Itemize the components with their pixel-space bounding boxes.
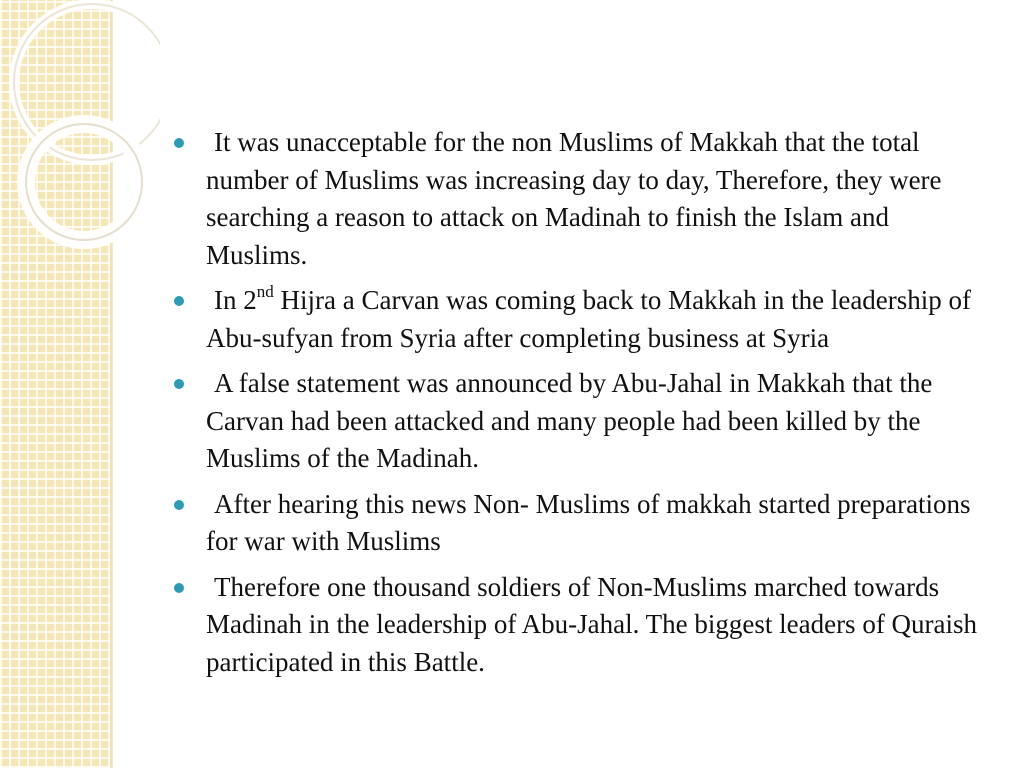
bullet-item [160, 486, 990, 561]
bullet-text: It was unacceptable for the non Muslims of Makkah that the total number of Muslims was increasing day to day, Therefore, they were searching a reason to attack on Madinah to finish the Islam and Muslims. [206, 127, 942, 270]
bullet-text-post: Hijra a Carvan was coming back to Makkah in the leadership of Abu-sufyan from Syria after completing business at Syria [206, 285, 972, 353]
ring-small-outline [26, 124, 142, 240]
bullet-text: A false statement was announced by Abu-Jahal in Makkah that the Carvan had been attacked and many people had been killed by the Muslims of the Madinah. [206, 368, 933, 473]
bullet-item [160, 365, 990, 478]
decorative-rings [0, 0, 160, 260]
bullet-text: Therefore one thousand soldiers of Non-Muslims marched towards Madinah in the leadership of Abu-Jahal. The biggest leaders of Quraish participated in this Battle. [206, 571, 978, 677]
bullet-item [160, 282, 990, 357]
ordinal-superscript: nd [256, 282, 274, 301]
bullet-text: After hearing this news Non- Muslims of makkah started preparations for war with Muslims [206, 488, 971, 556]
bullet-dot-icon [174, 500, 184, 510]
bullet-item [160, 124, 990, 274]
bullet-dot-icon [174, 296, 184, 306]
slide-content [160, 124, 990, 689]
bullet-item [160, 569, 990, 682]
bullet-dot-icon [174, 379, 184, 389]
bullet-list [160, 124, 990, 681]
bullet-dot-icon [174, 138, 184, 148]
bullet-text-pre: In 2 [214, 285, 257, 315]
bullet-dot-icon [174, 583, 184, 593]
